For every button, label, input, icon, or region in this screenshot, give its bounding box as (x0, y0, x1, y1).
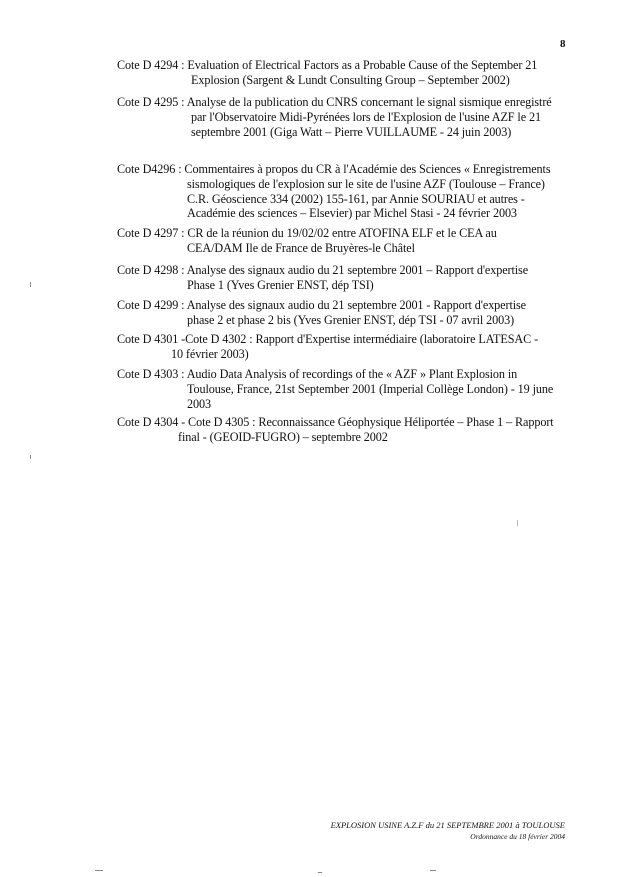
entry-line: 10 février 2003) (171, 346, 249, 361)
scan-mark (318, 872, 322, 873)
entry-line: Explosion (Sargent & Lundt Consulting Group – September 2002) (191, 72, 510, 87)
scan-mark (30, 282, 31, 287)
entry-line: phase 2 et phase 2 bis (Yves Grenier ENST, dép TSI - 07 avril 2003) (187, 312, 515, 327)
scan-mark (517, 520, 518, 526)
entry-line: Cote D 4304 - Cote D 4305 : Reconnaissance Géophysique Héliportée – Phase 1 – Rapport (117, 415, 554, 429)
entry-line: Cote D 4295 : Analyse de la publication du CNRS concernant le signal sismique enregistré (117, 95, 552, 109)
entry-d4301-d4302 (117, 332, 538, 362)
entry-line: Phase 1 (Yves Grenier ENST, dép TSI) (187, 277, 374, 292)
page-number: 8 (560, 38, 566, 50)
entry-line: Cote D 4299 : Analyse des signaux audio du 21 septembre 2001 - Rapport d'expertise (117, 298, 526, 312)
entry-line: Cote D 4298 : Analyse des signaux audio du 21 septembre 2001 – Rapport d'expertise (117, 263, 529, 277)
entry-line: Cote D 4303 : Audio Data Analysis of recordings of the « AZF » Plant Explosion in (117, 367, 518, 381)
entry-d4296 (117, 162, 550, 221)
entry-d4297 (117, 226, 497, 256)
entry-d4294 (117, 58, 537, 88)
entry-d4304-d4305 (117, 415, 554, 445)
footer-title: EXPLOSION USINE A.Z.F du 21 SEPTEMBRE 2001 à TOULOUSE (330, 820, 565, 830)
entry-line: final - (GEOID-FUGRO) – septembre 2002 (178, 429, 388, 444)
entry-d4295 (117, 95, 552, 139)
entry-d4303 (117, 367, 553, 411)
document-footer (331, 820, 565, 842)
scan-mark (95, 870, 103, 871)
entry-d4298 (117, 263, 528, 293)
footer-ordonnance: Ordonnance du 18 février 2004 (470, 832, 565, 841)
entry-line: septembre 2001 (Giga Watt – Pierre VUILLAUME - 24 juin 2003) (191, 124, 512, 139)
entry-line: par l'Observatoire Midi-Pyrénées lors de l'Explosion de l'usine AZF le 21 (191, 109, 541, 124)
entry-line: C.R. Géoscience 334 (2002) 155-161, par Annie SOURIAU et autres - (187, 191, 525, 206)
entry-line: Toulouse, France, 21st September 2001 (Imperial Collège London) - 19 june (187, 381, 554, 396)
entry-line: Cote D 4297 : CR de la réunion du 19/02/02 entre ATOFINA ELF et le CEA au (117, 226, 497, 240)
entry-line: Cote D4296 : Commentaires à propos du CR à l'Académie des Sciences « Enregistrements (117, 162, 551, 176)
entry-line: sismologiques de l'explosion sur le site de l'usine AZF (Toulouse – France) (187, 176, 545, 191)
entry-line: Académie des sciences – Elsevier) par Michel Stasi - 24 février 2003 (187, 206, 517, 221)
entry-line: CEA/DAM Ile de France de Bruyères-le Châtel (187, 240, 415, 255)
scan-mark (30, 455, 31, 459)
entry-line: 2003 (187, 396, 211, 411)
scan-mark (430, 870, 436, 871)
entry-line: Cote D 4294 : Evaluation of Electrical Factors as a Probable Cause of the September 21 (117, 58, 538, 72)
entry-line: Cote D 4301 -Cote D 4302 : Rapport d'Expertise intermédiaire (laboratoire LATESAC - (117, 332, 539, 346)
entry-d4299 (117, 298, 526, 328)
